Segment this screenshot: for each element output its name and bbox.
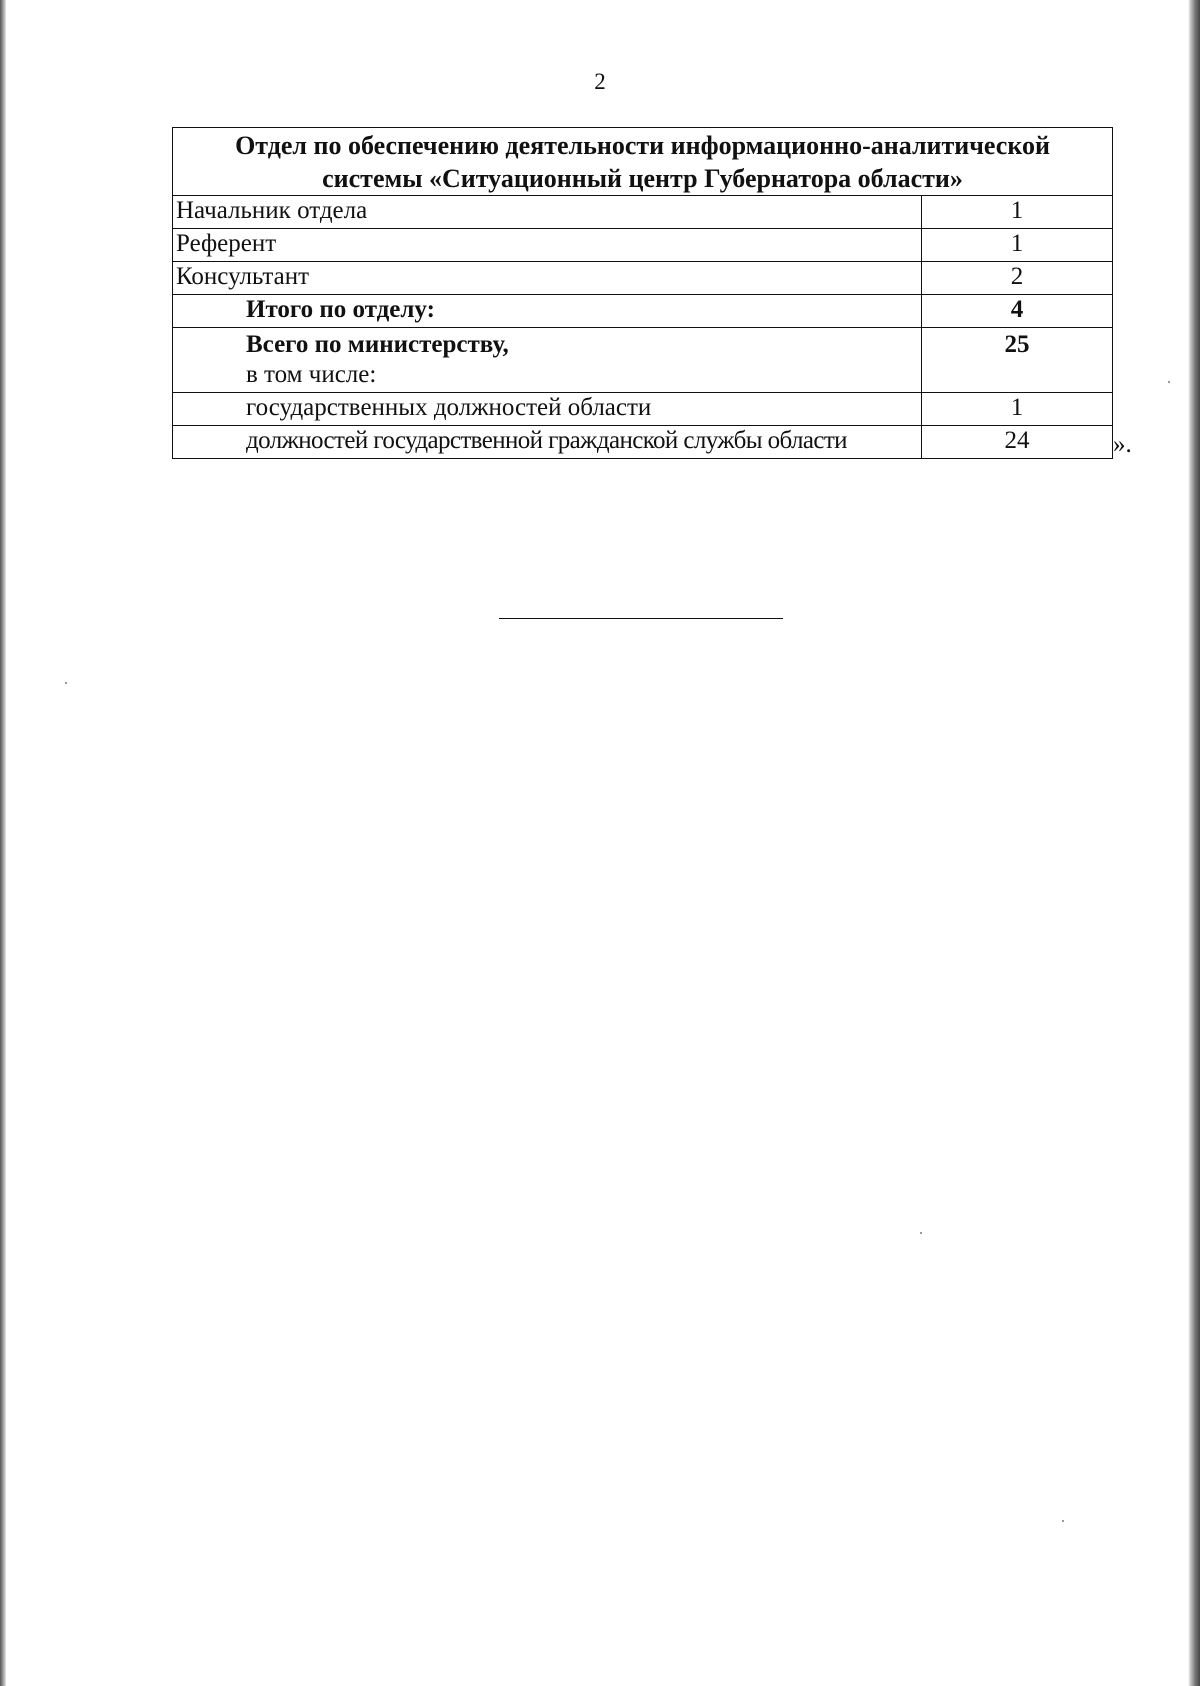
ministry-total-label: Всего по министерству, xyxy=(246,331,509,358)
scan-speck xyxy=(1168,381,1170,383)
position-name: Референт xyxy=(173,229,922,262)
end-rule xyxy=(499,618,783,619)
breakdown-row xyxy=(173,426,1113,459)
breakdown-count: 24 xyxy=(922,426,1113,459)
scan-speck xyxy=(65,682,67,684)
position-count: 1 xyxy=(922,229,1113,262)
page-number: 2 xyxy=(594,69,606,94)
breakdown-count: 1 xyxy=(922,393,1113,426)
position-name: Начальник отдела xyxy=(173,196,922,229)
breakdown-name: должностей государственной гражданской службы области xyxy=(173,426,922,459)
ministry-total-count-value: 25 xyxy=(1004,331,1030,358)
ministry-total-row xyxy=(173,328,1113,393)
scan-edge-left xyxy=(0,0,6,1686)
table-row xyxy=(173,262,1113,295)
position-count: 2 xyxy=(922,262,1113,295)
ministry-total-cell xyxy=(173,328,922,393)
table-row xyxy=(173,196,1113,229)
position-name: Консультант xyxy=(173,262,922,295)
staff-table xyxy=(172,127,1113,459)
department-header-row xyxy=(173,128,1113,196)
department-total-count: 4 xyxy=(922,295,1113,328)
department-total-label: Итого по отделу: xyxy=(173,295,922,328)
ministry-total-count xyxy=(922,328,1113,393)
department-title: Отдел по обеспечению деятельности информационно-аналитической системы «Ситуационный центр Губернатора области» xyxy=(173,128,1113,196)
table-row xyxy=(173,229,1113,262)
breakdown-name: государственных должностей области xyxy=(173,393,922,426)
closing-quote: ». xyxy=(1113,431,1132,458)
scan-edge-right xyxy=(1188,0,1200,1686)
breakdown-row xyxy=(173,393,1113,426)
department-total-row xyxy=(173,295,1113,328)
ministry-total-sublabel: в том числе: xyxy=(246,361,377,388)
scan-speck xyxy=(920,1232,922,1234)
scan-speck xyxy=(1062,1520,1064,1522)
position-count: 1 xyxy=(922,196,1113,229)
